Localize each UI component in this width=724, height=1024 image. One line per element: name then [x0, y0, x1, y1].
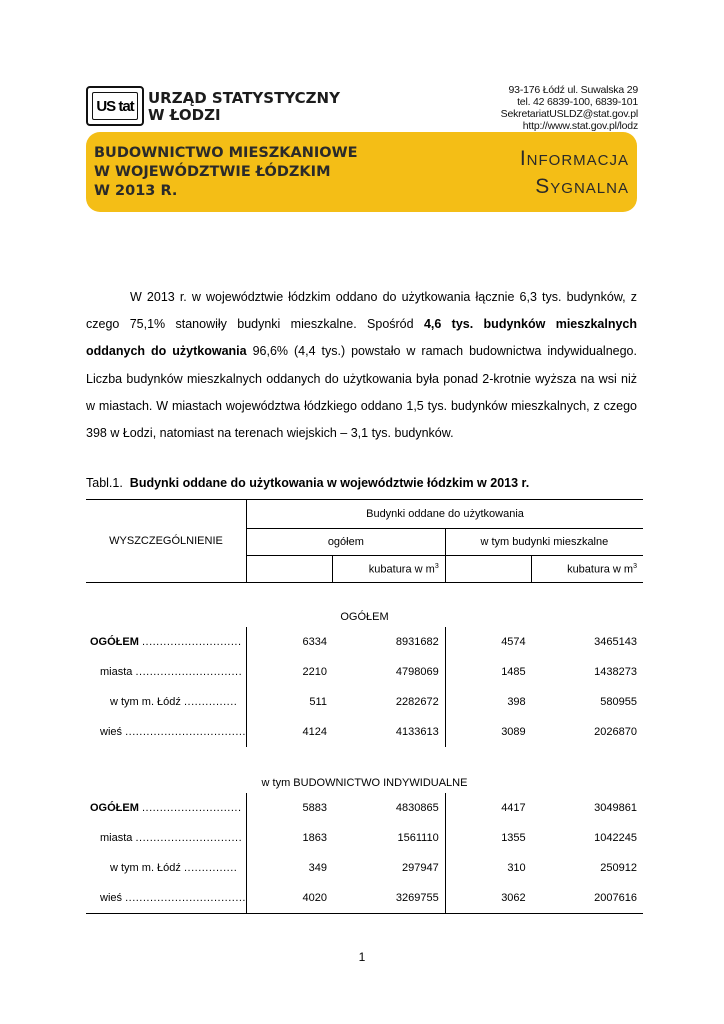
office-name-line2: W ŁODZI [148, 106, 221, 124]
cell-value: 3062 [445, 883, 531, 914]
leader-dots: ............... [183, 862, 238, 874]
cell-value: 1561110 [397, 832, 439, 844]
table-row [86, 823, 643, 853]
table-row [86, 687, 643, 717]
leader-dots: .............................. [135, 832, 243, 844]
header-kubatura-1-sup: 3 [434, 562, 439, 570]
table-row [86, 657, 643, 687]
cell-value: 4830865 [395, 802, 439, 814]
header-kubatura-2-text: kubatura w m [567, 563, 634, 576]
header-empty-2 [445, 556, 531, 583]
row-label [86, 657, 247, 687]
cell-value: 1042245 [594, 832, 637, 844]
publication-title [94, 144, 358, 201]
row-label-text: miasta [100, 666, 133, 678]
table-caption-number: Tabl.1. [86, 476, 123, 490]
intro-text-start: W 2013 r. w województwie łódzkim oddano do użytkowania łącznie 6,3 tys. budynków, z czego 75,1% stanowiły budynki mieszkalne. Spośród [86, 290, 637, 332]
table-row [86, 793, 643, 823]
header-wyszczegolnienie: WYSZCZEGÓLNIENIE [86, 500, 247, 583]
office-name-line1: URZĄD STATYSTYCZNY [148, 89, 340, 107]
publication-type-initial-1: I [519, 147, 527, 170]
office-name [148, 90, 340, 124]
cell-value: 398 [445, 687, 531, 717]
cell-value: 4124 [247, 717, 333, 747]
cell-value: 3269755 [395, 892, 439, 904]
cell-value: 4020 [247, 883, 333, 914]
table-caption-title: Budynki oddane do użytkowania w województwie łódzkim w 2013 r. [129, 476, 530, 490]
row-label [86, 823, 247, 853]
leader-dots: ............................ [141, 636, 242, 648]
publication-type-line1 [520, 146, 629, 174]
cell-value: 297947 [402, 862, 439, 874]
header-kubatura-1-text: kubatura w m [368, 563, 435, 576]
cell-value: 2007616 [594, 892, 637, 904]
publication-type [520, 146, 629, 202]
cell-value: 6334 [247, 627, 333, 657]
cell-value: 1355 [445, 823, 531, 853]
leader-dots: ............................ [141, 802, 242, 814]
header-group: Budynki oddane do użytkowania [247, 500, 644, 529]
address-phone: tel. 42 6839-100, 6839-101 [517, 96, 638, 108]
intro-text-end: 96,6% (4,4 tys.) powstało w ramach budownictwa indywidualnego. Liczba budynków mieszkalnych oddanych do użytkowania była ponad 2-krotnie wyższa na wsi niż w miastach. W miastach województwa łódzkiego oddano 1,5 tys. budynków mieszkalnych, z czego 398 w Łodzi, natomiast na terenach wiejskich – 3,1 tys. budynków. [86, 344, 637, 441]
header-empty-1 [247, 556, 333, 583]
publication-type-line2 [520, 174, 629, 202]
row-label-text: wieś [100, 892, 123, 904]
row-label [86, 687, 247, 717]
row-label-text: miasta [100, 832, 133, 844]
row-label-text: w tym m. Łódź [110, 862, 181, 874]
header-ogolem: ogółem [247, 529, 446, 556]
title-banner [86, 132, 637, 212]
address-email: SekretariatUSLDZ@stat.gov.pl [500, 108, 638, 120]
cell-value: 250912 [600, 862, 637, 874]
table-caption [86, 476, 529, 490]
table-row [86, 853, 643, 883]
section-title-ogolem: OGÓŁEM [340, 611, 389, 623]
cell-value: 310 [445, 853, 531, 883]
publication-title-line3: W 2013 R. [94, 183, 178, 199]
cell-value: 1863 [247, 823, 333, 853]
cell-value: 3465143 [594, 636, 637, 648]
row-label [86, 793, 247, 823]
cell-value: 4574 [445, 627, 531, 657]
row-label [86, 717, 247, 747]
table-row [86, 717, 643, 747]
cell-value: 4417 [445, 793, 531, 823]
leader-dots: .................................. [125, 726, 246, 738]
cell-value: 8931682 [395, 636, 439, 648]
leader-dots: .............................. [135, 666, 243, 678]
publication-title-line1: BUDOWNICTWO MIESZKANIOWE [94, 145, 358, 161]
cell-value: 511 [247, 687, 333, 717]
logo [86, 86, 144, 126]
page-number: 1 [358, 950, 366, 964]
row-label-text: OGÓŁEM [90, 636, 139, 648]
header-kubatura-1 [333, 556, 445, 583]
intro-paragraph [86, 284, 637, 447]
header-mieszkalne: w tym budynki mieszkalne [445, 529, 643, 556]
cell-value: 4133613 [395, 726, 439, 738]
cell-value: 1438273 [594, 666, 637, 678]
row-label-text: wieś [100, 726, 123, 738]
publication-type-rest-1: NFORMACJA [526, 152, 629, 169]
address-website: http://www.stat.gov.pl/lodz [522, 120, 638, 132]
publication-type-rest-2: YGNALNA [550, 180, 629, 197]
table-row [86, 627, 643, 657]
cell-value: 2026870 [594, 726, 637, 738]
address-street: 93-176 Łódź ul. Suwalska 29 [508, 84, 638, 96]
cell-value: 1485 [445, 657, 531, 687]
cell-value: 4798069 [395, 666, 439, 678]
intro-text-bold: 4,6 tys. budynków mieszkalnych oddanych do użytkowania [86, 317, 637, 359]
section-title-indywidualne: w tym BUDOWNICTWO INDYWIDUALNE [261, 777, 468, 789]
cell-value: 3089 [445, 717, 531, 747]
cell-value: 3049861 [594, 802, 637, 814]
logo-text: US tat [92, 92, 138, 120]
publication-type-initial-2: S [535, 175, 551, 198]
cell-value: 2282672 [395, 696, 439, 708]
row-label-text: w tym m. Łódź [110, 696, 181, 708]
address-block [501, 84, 638, 132]
cell-value: 349 [247, 853, 333, 883]
cell-value: 2210 [247, 657, 333, 687]
row-label [86, 853, 247, 883]
cell-value: 5883 [247, 793, 333, 823]
leader-dots: .................................. [125, 892, 246, 904]
row-label-text: OGÓŁEM [90, 802, 139, 814]
header-kubatura-2 [532, 556, 643, 583]
table-row [86, 883, 643, 914]
leader-dots: ............... [183, 696, 238, 708]
row-label [86, 883, 247, 914]
publication-title-line2: W WOJEWÓDZTWIE ŁÓDZKIM [94, 164, 331, 180]
cell-value: 580955 [600, 696, 637, 708]
header-kubatura-2-sup: 3 [633, 562, 637, 570]
data-table [86, 499, 643, 914]
row-label [86, 627, 247, 657]
